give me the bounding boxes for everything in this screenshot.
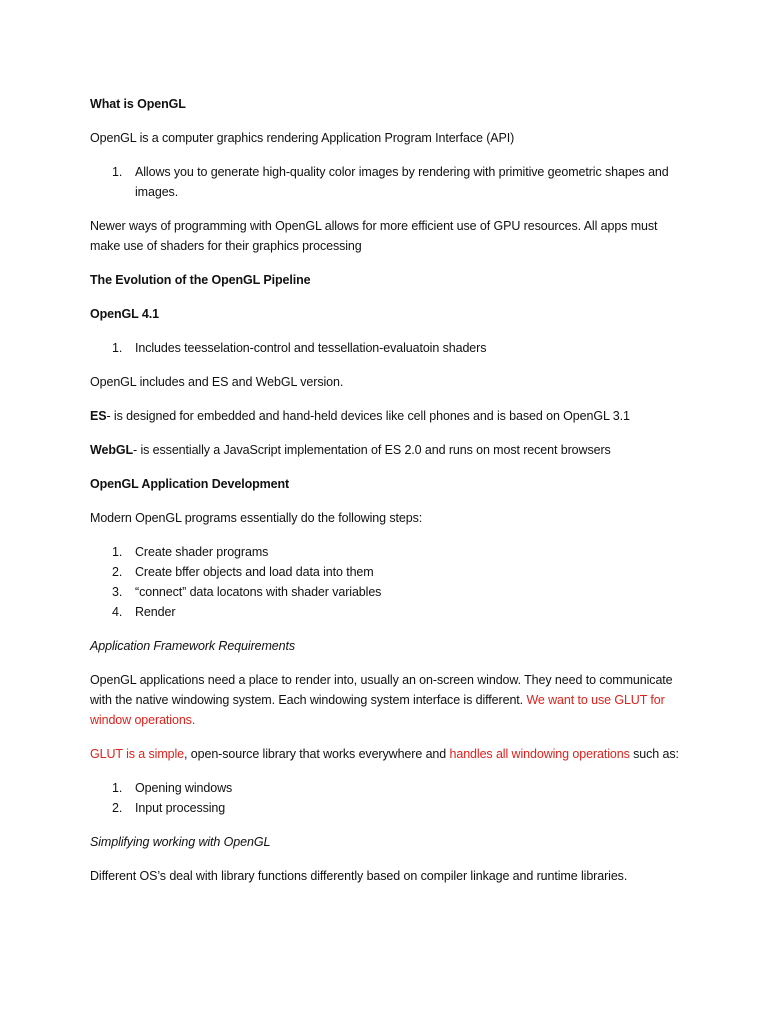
list-item bbox=[90, 162, 690, 202]
heading-evolution-pipeline: The Evolution of the OpenGL Pipeline bbox=[90, 273, 311, 287]
paragraph-render-window bbox=[90, 670, 690, 730]
paragraph-glut bbox=[90, 744, 690, 764]
list-item bbox=[90, 582, 690, 602]
paragraph-newer-ways: Newer ways of programming with OpenGL allows for more efficient use of GPU resources. All apps must make use of shaders for their graphics processing bbox=[90, 219, 658, 253]
list-item-text: Allows you to generate high-quality color images by rendering with primitive geometric shapes and images. bbox=[135, 165, 669, 199]
list-item-text: “connect” data locatons with shader variables bbox=[135, 585, 382, 599]
list-item-text: Input processing bbox=[135, 801, 226, 815]
list-item bbox=[90, 778, 690, 798]
list-item bbox=[90, 798, 690, 818]
glut-text-2: such as: bbox=[629, 747, 679, 761]
list-steps bbox=[90, 542, 690, 622]
glut-text-1: , open-source library that works everywhere and bbox=[184, 747, 450, 761]
paragraph-es bbox=[90, 406, 690, 426]
glut-highlight: We want to use GLUT for window operations. bbox=[90, 693, 665, 727]
heading-simplifying-opengl: Simplifying working with OpenGL bbox=[90, 835, 271, 849]
list-item bbox=[90, 542, 690, 562]
list-number: 1. bbox=[112, 781, 123, 795]
heading-what-is-opengl: What is OpenGL bbox=[90, 97, 186, 111]
paragraph-different-os: Different OS’s deal with library functions differently based on compiler linkage and runtime libraries. bbox=[90, 869, 628, 883]
windowing-highlight: handles all windowing operations bbox=[449, 747, 630, 761]
document-page bbox=[90, 94, 690, 900]
list-number: 4. bbox=[112, 605, 123, 619]
list-item bbox=[90, 562, 690, 582]
paragraph-webgl bbox=[90, 440, 690, 460]
list-number: 1. bbox=[112, 165, 123, 179]
list-item-text: Includes teesselation-control and tessellation-evaluatoin shaders bbox=[135, 341, 487, 355]
list-glut-operations bbox=[90, 778, 690, 818]
list-item-text: Render bbox=[135, 605, 176, 619]
list-item-text: Create shader programs bbox=[135, 545, 269, 559]
list-number: 3. bbox=[112, 585, 123, 599]
paragraph-modern-steps: Modern OpenGL programs essentially do the following steps: bbox=[90, 511, 423, 525]
webgl-label: WebGL bbox=[90, 443, 134, 457]
list-opengl-features bbox=[90, 162, 690, 202]
list-item-text: Create bffer objects and load data into them bbox=[135, 565, 374, 579]
list-item bbox=[90, 602, 690, 622]
render-window-text: OpenGL applications need a place to render into, usually an on-screen window. They need to communicate with the native windowing system. Each windowing system interface is different. bbox=[90, 673, 673, 707]
list-item bbox=[90, 338, 690, 358]
heading-app-development: OpenGL Application Development bbox=[90, 477, 290, 491]
list-number: 2. bbox=[112, 801, 123, 815]
es-text: - is designed for embedded and hand-held devices like cell phones and is based on OpenGL 3.1 bbox=[106, 409, 630, 423]
heading-framework-requirements: Application Framework Requirements bbox=[90, 639, 296, 653]
list-number: 1. bbox=[112, 341, 123, 355]
list-number: 2. bbox=[112, 565, 123, 579]
list-opengl-41 bbox=[90, 338, 690, 358]
es-label: ES bbox=[90, 409, 107, 423]
paragraph-opengl-versions: OpenGL includes and ES and WebGL version. bbox=[90, 375, 344, 389]
heading-opengl-41: OpenGL 4.1 bbox=[90, 307, 159, 321]
list-item-text: Opening windows bbox=[135, 781, 233, 795]
glut-simple-highlight: GLUT is a simple bbox=[90, 747, 185, 761]
webgl-text: - is essentially a JavaScript implementation of ES 2.0 and runs on most recent browsers bbox=[133, 443, 611, 457]
list-number: 1. bbox=[112, 545, 123, 559]
paragraph-opengl-definition: OpenGL is a computer graphics rendering Application Program Interface (API) bbox=[90, 131, 515, 145]
